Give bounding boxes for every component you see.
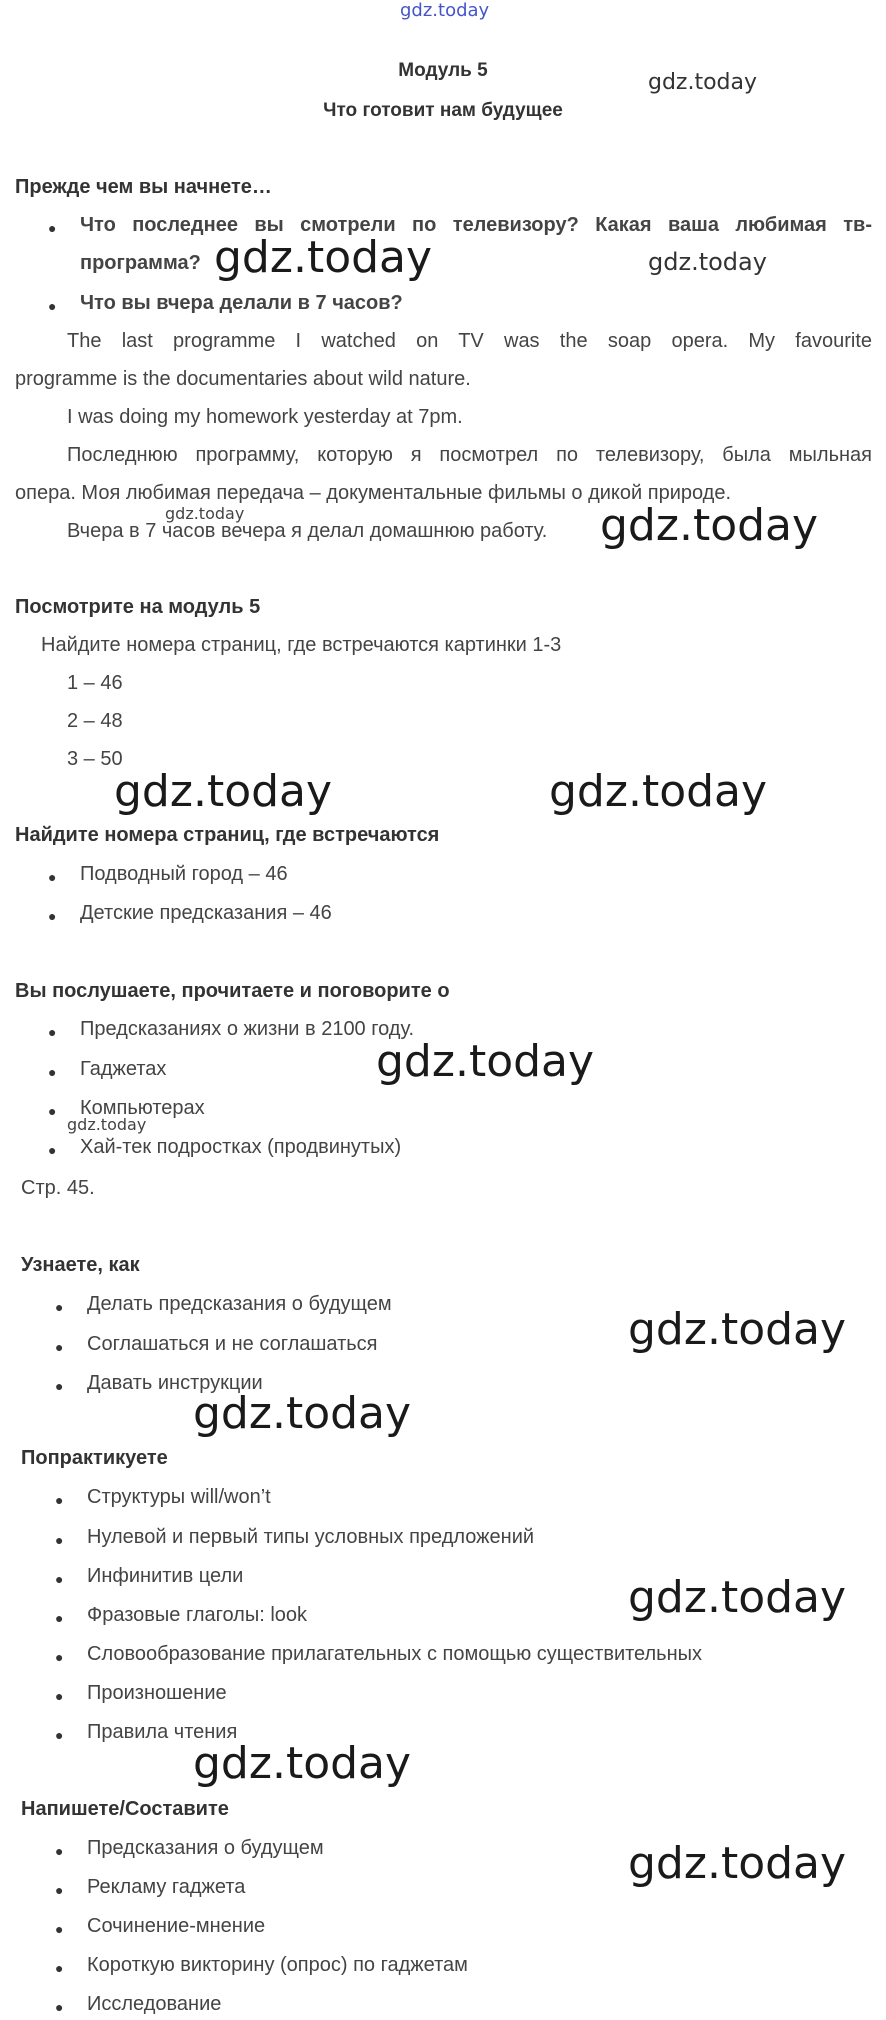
watermark: gdz.today: [376, 1036, 595, 1087]
page-reference: Стр. 45.: [21, 1177, 95, 1199]
list-item: Компьютерах: [80, 1097, 205, 1119]
answer-ru-2: Вчера в 7 часов вечера я делал домашнюю работу.: [67, 520, 548, 542]
module-subtitle: Что готовит нам будущее: [323, 100, 563, 121]
answer-3: 3 – 50: [67, 748, 123, 770]
list-item: Предсказаниях о жизни в 2100 году.: [80, 1018, 415, 1040]
list-item: Правила чтения: [87, 1721, 238, 1743]
bullet: ●: [48, 1142, 57, 1158]
bullet: ●: [48, 869, 57, 885]
watermark: gdz.today: [628, 1838, 847, 1889]
answer-en-line-1: The last programme I watched on TV was the soap opera. My favourite: [67, 330, 872, 352]
bullet: ●: [48, 908, 57, 924]
answer-en-2: I was doing my homework yesterday at 7pm.: [67, 406, 463, 428]
bullet: ●: [55, 1339, 64, 1355]
watermark: gdz.today: [549, 766, 768, 817]
watermark: gdz.today: [67, 1115, 147, 1134]
watermark: gdz.today: [648, 248, 767, 276]
watermark: gdz.today: [214, 232, 433, 283]
bullet: ●: [55, 1999, 64, 2015]
bullet: ●: [48, 1064, 57, 1080]
bullet: ●: [55, 1727, 64, 1743]
bullet: ●: [48, 1103, 57, 1119]
bullet: ●: [48, 220, 57, 236]
bullet: ●: [55, 1532, 64, 1548]
watermark-top: gdz.today: [400, 0, 490, 21]
watermark: gdz.today: [114, 766, 333, 817]
bullet: ●: [55, 1299, 64, 1315]
section-heading-write: Напишете/Составите: [21, 1798, 229, 1820]
answer-ru-line-1: Последнюю программу, которую я посмотрел по телевизору, была мыльная: [67, 444, 872, 466]
bullet: ●: [55, 1960, 64, 1976]
watermark: gdz.today: [600, 500, 819, 551]
answer-1: 1 – 46: [67, 672, 123, 694]
bullet: ●: [55, 1882, 64, 1898]
section-heading-practice: Попрактикуете: [21, 1447, 168, 1469]
list-item: Детские предсказания – 46: [80, 902, 332, 924]
question-1-line-1: Что последнее вы смотрели по телевизору? Какая ваша любимая тв-: [80, 214, 872, 236]
watermark: gdz.today: [628, 1572, 847, 1623]
bullet: ●: [55, 1571, 64, 1587]
list-item: Гаджетах: [80, 1058, 167, 1080]
question-1-line-2: программа?: [80, 252, 201, 274]
section-heading-look-module: Посмотрите на модуль 5: [15, 596, 261, 618]
bullet: ●: [55, 1688, 64, 1704]
instruction: Найдите номера страниц, где встречаются картинки 1-3: [41, 634, 562, 656]
bullet: ●: [55, 1649, 64, 1665]
section-heading-learn-how: Узнаете, как: [21, 1254, 140, 1276]
list-item: Делать предсказания о будущем: [87, 1293, 392, 1315]
bullet: ●: [48, 298, 57, 314]
list-item: Структуры will/won’t: [87, 1486, 271, 1508]
bullet: ●: [55, 1610, 64, 1626]
list-item: Нулевой и первый типы условных предложений: [87, 1526, 535, 1548]
list-item: Сочинение-мнение: [87, 1915, 266, 1937]
answer-2: 2 – 48: [67, 710, 123, 732]
bullet: ●: [55, 1378, 64, 1394]
list-item: Словообразование прилагательных с помощью существительных: [87, 1643, 703, 1665]
bullet: ●: [55, 1843, 64, 1859]
list-item: Короткую викторину (опрос) по гаджетам: [87, 1954, 468, 1976]
bullet: ●: [55, 1921, 64, 1937]
list-item: Давать инструкции: [87, 1372, 263, 1394]
list-item: Соглашаться и не соглашаться: [87, 1333, 378, 1355]
watermark: gdz.today: [628, 1304, 847, 1355]
section-heading-listen-read: Вы послушаете, прочитаете и поговорите о: [15, 980, 450, 1002]
list-item: Предсказания о будущем: [87, 1837, 324, 1859]
watermark: gdz.today: [648, 70, 758, 95]
answer-en-line-2: programme is the documentaries about wild nature.: [15, 368, 471, 390]
list-item: Рекламу гаджета: [87, 1876, 246, 1898]
list-item: Произношение: [87, 1682, 227, 1704]
list-item: Фразовые глаголы: look: [87, 1604, 308, 1626]
section-heading-before-start: Прежде чем вы начнете…: [15, 176, 272, 198]
list-item: Исследование: [87, 1993, 222, 2015]
module-title: Модуль 5: [398, 60, 488, 81]
bullet: ●: [55, 1492, 64, 1508]
watermark: gdz.today: [165, 504, 245, 523]
bullet: ●: [48, 1024, 57, 1040]
watermark: gdz.today: [193, 1738, 412, 1789]
answer-ru-line-2: опера. Моя любимая передача – документальные фильмы о дикой природе.: [15, 482, 732, 504]
question-2: Что вы вчера делали в 7 часов?: [80, 292, 403, 314]
section-heading-find-pages: Найдите номера страниц, где встречаются: [15, 824, 440, 846]
list-item: Инфинитив цели: [87, 1565, 244, 1587]
list-item: Хай-тек подростках (продвинутых): [80, 1136, 402, 1158]
watermark: gdz.today: [193, 1388, 412, 1439]
list-item: Подводный город – 46: [80, 863, 288, 885]
